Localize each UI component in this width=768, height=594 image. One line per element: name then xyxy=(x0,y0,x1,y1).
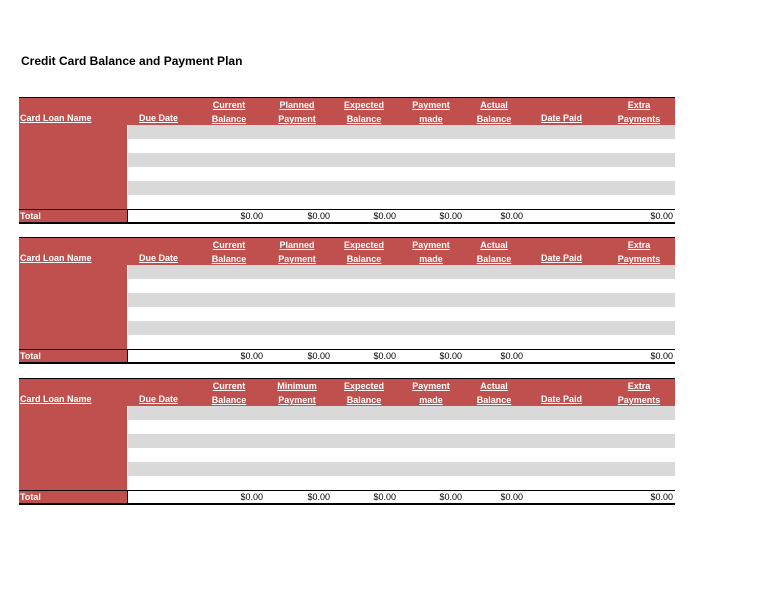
header-line: Payment xyxy=(412,240,450,250)
header-line: Balance xyxy=(346,254,382,264)
total-row xyxy=(19,490,675,505)
total-planned-payment: $0.00 xyxy=(307,211,330,221)
header-line: Payments xyxy=(617,254,661,264)
table-row[interactable] xyxy=(128,265,675,279)
column-divider xyxy=(127,210,128,222)
header-card-loan-name: Card Loan Name xyxy=(20,253,92,263)
total-expected-balance: $0.00 xyxy=(373,211,396,221)
header-date-paid: Date Paid xyxy=(541,113,583,123)
header-line: Balance xyxy=(476,114,512,124)
total-extra-payments: $0.00 xyxy=(650,351,673,361)
total-expected-balance: $0.00 xyxy=(373,492,396,502)
header-line: Balance xyxy=(476,254,512,264)
header-minimum-payment xyxy=(267,379,327,406)
table-header xyxy=(19,378,675,406)
header-actual-balance xyxy=(464,98,524,125)
total-planned-payment: $0.00 xyxy=(307,351,330,361)
header-line: Planned xyxy=(279,240,315,250)
header-payment-made xyxy=(401,98,461,125)
column-divider xyxy=(127,350,128,362)
header-line: Payment xyxy=(412,100,450,110)
header-expected-balance xyxy=(334,98,394,125)
column-divider xyxy=(127,491,128,503)
total-current-balance: $0.00 xyxy=(240,492,263,502)
header-line: Balance xyxy=(211,114,247,124)
table-row[interactable] xyxy=(128,181,675,195)
header-line: Minimum xyxy=(277,381,317,391)
total-label: Total xyxy=(19,491,127,503)
table-row[interactable] xyxy=(128,434,675,448)
header-line: Extra xyxy=(627,381,651,391)
table-header xyxy=(19,237,675,265)
header-line: Payment xyxy=(412,381,450,391)
header-line: Current xyxy=(212,100,246,110)
header-current-balance xyxy=(199,379,259,406)
header-line: made xyxy=(419,114,443,124)
header-line: made xyxy=(419,254,443,264)
header-line: Actual xyxy=(480,381,508,391)
table-row[interactable] xyxy=(128,293,675,307)
header-line: Balance xyxy=(211,254,247,264)
header-line: Payments xyxy=(617,395,661,405)
header-line: Expected xyxy=(343,240,385,250)
header-extra-payments xyxy=(609,379,669,406)
header-actual-balance xyxy=(464,379,524,406)
header-extra-payments xyxy=(609,238,669,265)
header-planned-payment xyxy=(267,98,327,125)
total-current-balance: $0.00 xyxy=(240,211,263,221)
table-row[interactable] xyxy=(128,406,675,420)
total-actual-balance: $0.00 xyxy=(500,211,523,221)
header-current-balance xyxy=(199,238,259,265)
table-header xyxy=(19,97,675,125)
header-expected-balance xyxy=(334,238,394,265)
header-line: Extra xyxy=(627,100,651,110)
card-name-column[interactable] xyxy=(19,406,127,490)
total-actual-balance: $0.00 xyxy=(500,351,523,361)
header-due-date: Due Date xyxy=(139,394,179,404)
total-extra-payments: $0.00 xyxy=(650,211,673,221)
page-title: Credit Card Balance and Payment Plan xyxy=(21,54,243,68)
total-extra-payments: $0.00 xyxy=(650,492,673,502)
total-payment-made: $0.00 xyxy=(439,211,462,221)
header-line: Current xyxy=(212,381,246,391)
total-actual-balance: $0.00 xyxy=(500,492,523,502)
header-date-paid: Date Paid xyxy=(541,253,583,263)
header-line: Extra xyxy=(627,240,651,250)
header-card-loan-name: Card Loan Name xyxy=(20,113,92,123)
header-planned-payment xyxy=(267,238,327,265)
header-line: Actual xyxy=(480,240,508,250)
header-line: Actual xyxy=(480,100,508,110)
header-line: Payment xyxy=(278,254,316,264)
header-actual-balance xyxy=(464,238,524,265)
header-due-date: Due Date xyxy=(139,113,179,123)
header-line: Balance xyxy=(476,395,512,405)
header-date-paid: Date Paid xyxy=(541,394,583,404)
header-line: Expected xyxy=(343,381,385,391)
total-minimum-payment: $0.00 xyxy=(307,492,330,502)
total-row xyxy=(19,349,675,364)
payment-table-2 xyxy=(19,237,675,366)
header-line: Balance xyxy=(346,114,382,124)
total-payment-made: $0.00 xyxy=(439,351,462,361)
total-expected-balance: $0.00 xyxy=(373,351,396,361)
total-row xyxy=(19,209,675,224)
header-card-loan-name: Card Loan Name xyxy=(20,394,92,404)
header-line: Payment xyxy=(278,395,316,405)
table-row[interactable] xyxy=(128,462,675,476)
header-line: Expected xyxy=(343,100,385,110)
header-line: Balance xyxy=(211,395,247,405)
header-line: Balance xyxy=(346,395,382,405)
total-label: Total xyxy=(19,350,127,362)
table-row[interactable] xyxy=(128,153,675,167)
header-line: Payments xyxy=(617,114,661,124)
total-current-balance: $0.00 xyxy=(240,351,263,361)
header-expected-balance xyxy=(334,379,394,406)
header-line: Planned xyxy=(279,100,315,110)
header-line: Current xyxy=(212,240,246,250)
payment-table-1 xyxy=(19,97,675,226)
card-name-column[interactable] xyxy=(19,265,127,349)
header-due-date: Due Date xyxy=(139,253,179,263)
card-name-column[interactable] xyxy=(19,125,127,209)
total-label: Total xyxy=(19,210,127,222)
total-payment-made: $0.00 xyxy=(439,492,462,502)
header-payment-made xyxy=(401,238,461,265)
header-line: made xyxy=(419,395,443,405)
header-payment-made xyxy=(401,379,461,406)
header-line: Payment xyxy=(278,114,316,124)
header-current-balance xyxy=(199,98,259,125)
table-row[interactable] xyxy=(128,321,675,335)
header-extra-payments xyxy=(609,98,669,125)
payment-table-3 xyxy=(19,378,675,507)
table-row[interactable] xyxy=(128,125,675,139)
